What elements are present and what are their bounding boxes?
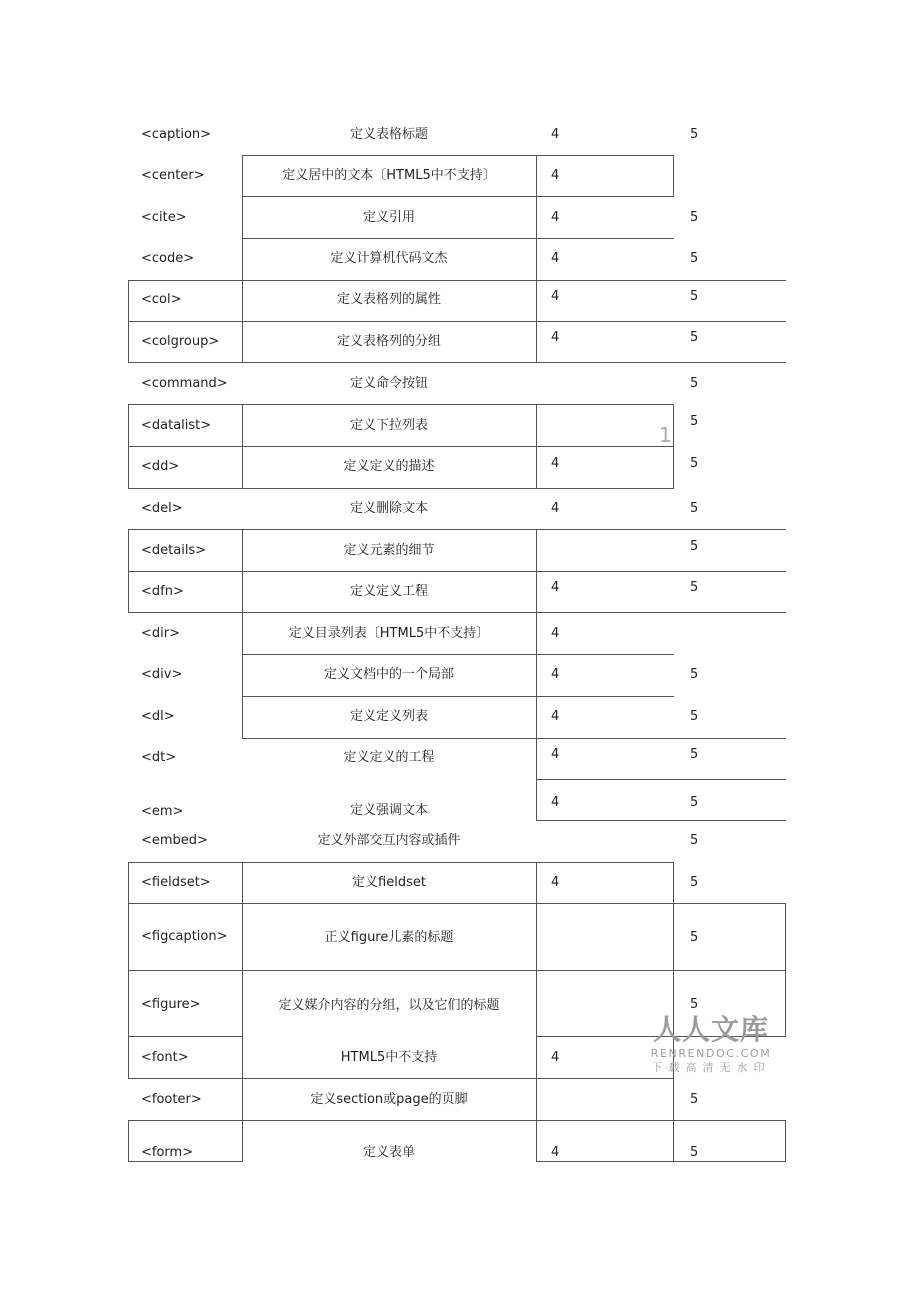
tag-cell: <figure>: [141, 997, 201, 1012]
tag-cell: <embed>: [141, 833, 208, 848]
tag-cell: <command>: [141, 376, 228, 391]
html4-support-cell: 4: [551, 709, 560, 724]
table-rule-vertical: [242, 155, 243, 281]
description-cell: 定义fieldset: [352, 875, 426, 890]
table-rule-horizontal: [536, 820, 786, 821]
tag-cell: <datalist>: [141, 418, 212, 433]
html5-support-cell: 5: [690, 667, 699, 682]
table-rule-horizontal: [128, 903, 786, 904]
table-rule-horizontal: [128, 1078, 674, 1079]
description-cell: 定义section或page的页脚: [310, 1092, 468, 1107]
tag-cell: <fieldset>: [141, 875, 211, 890]
tag-cell: <footer>: [141, 1092, 202, 1107]
table-rule-vertical: [128, 404, 129, 489]
table-rule-horizontal: [128, 446, 674, 447]
tag-cell: <dir>: [141, 626, 180, 641]
table-rule-vertical: [673, 1078, 674, 1162]
html5-support-cell: 5: [690, 1092, 699, 1107]
tag-cell: <div>: [141, 667, 183, 682]
html4-support-cell: 4: [551, 330, 560, 345]
table-rule-vertical: [536, 155, 537, 281]
description-cell: 定义定义的工程: [343, 750, 435, 765]
table-rule-vertical: [536, 529, 537, 613]
tag-cell: <details>: [141, 543, 207, 558]
html5-support-cell: 5: [690, 930, 699, 945]
html4-support-cell: 4: [551, 289, 560, 304]
table-rule-vertical: [536, 612, 537, 821]
html4-support-cell: 4: [551, 210, 560, 225]
description-cell: 定义表格标题: [349, 127, 428, 142]
tag-cell: <center>: [141, 168, 205, 183]
tag-cell: <dfn>: [141, 584, 184, 599]
html5-support-cell: 5: [690, 580, 699, 595]
html4-support-cell: 4: [551, 168, 560, 183]
description-cell: 定义居中的文本〔HTML5中不支持〕: [282, 168, 496, 183]
table-rule-vertical: [242, 280, 243, 363]
description-cell: 正义figure儿素的标题: [324, 930, 454, 945]
table-rule-vertical: [242, 612, 243, 739]
page-number: 1: [659, 423, 672, 447]
table-rule-horizontal: [536, 779, 786, 780]
tag-cell: <dt>: [141, 750, 177, 765]
description-cell: 定义媒介内容的分组，以及它们的标题: [278, 998, 500, 1013]
table-rule-vertical: [128, 1120, 129, 1162]
tag-cell: <dl>: [141, 709, 175, 724]
table-rule-vertical: [128, 862, 129, 1079]
description-cell: 定义定义的描述: [343, 459, 435, 474]
table-rule-horizontal: [128, 612, 786, 613]
table-rule-vertical: [536, 862, 537, 1079]
description-cell: 定义表格列的属性: [336, 292, 441, 307]
tag-cell: <del>: [141, 501, 183, 516]
table-rule-horizontal: [242, 654, 674, 655]
description-cell: 定义目录列表〔HTML5中不支持〕: [288, 626, 490, 641]
html4-support-cell: 4: [551, 667, 560, 682]
description-cell: 定义命令按钮: [349, 376, 428, 391]
html5-support-cell: 5: [690, 501, 699, 516]
html5-support-cell: 5: [690, 210, 699, 225]
html4-support-cell: 4: [551, 626, 560, 641]
tag-cell: <cite>: [141, 210, 187, 225]
watermark-logo: [646, 1015, 776, 1075]
html5-support-cell: 5: [690, 997, 699, 1012]
table-rule-vertical: [242, 529, 243, 613]
table-rule-horizontal: [128, 529, 786, 530]
tag-cell: <figcaption>: [141, 929, 228, 944]
html4-support-cell: 4: [551, 251, 560, 266]
table-rule-horizontal: [128, 280, 786, 281]
table-rule-horizontal: [242, 738, 786, 739]
table-rule-horizontal: [128, 362, 786, 363]
tag-cell: <dd>: [141, 459, 180, 474]
description-cell: 定义元素的细节: [343, 543, 435, 558]
description-cell: 定义计算机代码文杰: [330, 251, 448, 266]
html5-support-cell: 5: [690, 833, 699, 848]
html4-support-cell: 4: [551, 127, 560, 142]
table-rule-vertical: [536, 404, 537, 489]
table-rule-vertical: [128, 529, 129, 613]
table-rule-horizontal: [128, 488, 674, 489]
tag-cell: <caption>: [141, 127, 212, 142]
table-rule-horizontal: [128, 571, 786, 572]
table-rule-horizontal: [242, 196, 674, 197]
table-rule-vertical: [536, 280, 537, 363]
html5-support-cell: 5: [690, 127, 699, 142]
table-rule-horizontal: [242, 238, 674, 239]
html5-support-cell: 5: [690, 289, 699, 304]
table-rule-horizontal: [128, 970, 786, 971]
html5-support-cell: 5: [690, 709, 699, 724]
html5-support-cell: 5: [690, 539, 699, 554]
description-cell: 定义下拉列表: [349, 418, 428, 433]
html4-support-cell: 4: [551, 875, 560, 890]
description-cell: 定义定义列表: [349, 709, 428, 724]
tag-cell: <code>: [141, 251, 195, 266]
description-cell: 定义外部交互内容或插件: [317, 833, 461, 848]
html5-support-cell: 5: [690, 456, 699, 471]
watermark-slogan: 下载高清无水印: [651, 1061, 771, 1074]
html5-support-cell: 5: [690, 1145, 699, 1160]
html5-support-cell: 5: [690, 795, 699, 810]
html5-support-cell: 5: [690, 376, 699, 391]
html5-support-cell: 5: [690, 330, 699, 345]
watermark-site: RENRENDOC.COM: [650, 1047, 772, 1060]
table-rule-vertical: [673, 155, 674, 197]
html5-support-cell: 5: [690, 747, 699, 762]
tag-cell: <em>: [141, 804, 184, 819]
description-cell: HTML5中不支持: [340, 1050, 438, 1065]
html4-support-cell: 4: [551, 501, 560, 516]
description-cell: 定义引用: [362, 210, 415, 225]
tag-cell: <col>: [141, 292, 182, 307]
description-cell: 定义文档中的一个局部: [323, 667, 454, 682]
table-rule-horizontal: [242, 696, 674, 697]
html4-support-cell: 4: [551, 795, 560, 810]
description-cell: 定义强调文本: [349, 803, 428, 818]
html4-support-cell: 4: [551, 580, 560, 595]
table-rule-vertical: [785, 903, 786, 1037]
html4-support-cell: 4: [551, 1050, 560, 1065]
description-cell: 定义定义工程: [349, 584, 428, 599]
table-rule-vertical: [536, 1078, 537, 1162]
table-rule-horizontal: [128, 1161, 243, 1162]
tag-cell: <form>: [141, 1145, 194, 1160]
table-rule-horizontal: [536, 1161, 786, 1162]
description-cell: 定义表单: [362, 1145, 415, 1160]
table-rule-vertical: [128, 280, 129, 363]
table-rule-horizontal: [242, 155, 674, 156]
html5-support-cell: 5: [690, 875, 699, 890]
watermark-brand: 人人文库: [652, 1013, 769, 1046]
table-rule-vertical: [785, 1120, 786, 1162]
table-rule-horizontal: [128, 1120, 786, 1121]
table-rule-vertical: [242, 1078, 243, 1162]
html5-support-cell: 5: [690, 251, 699, 266]
tag-cell: <font>: [141, 1050, 189, 1065]
description-cell: 定义删除文本: [349, 501, 428, 516]
table-rule-vertical: [673, 404, 674, 489]
table-rule-horizontal: [128, 404, 674, 405]
table-rule-vertical: [242, 862, 243, 1079]
html4-support-cell: 4: [551, 456, 560, 471]
description-cell: 定义表格列的分组: [336, 334, 441, 349]
table-rule-vertical: [242, 404, 243, 489]
table-rule-horizontal: [128, 321, 786, 322]
table-rule-horizontal: [128, 862, 674, 863]
html5-support-cell: 5: [690, 414, 699, 429]
tag-cell: <colgroup>: [141, 334, 220, 349]
table-rule-horizontal: [128, 1036, 243, 1037]
html4-support-cell: 4: [551, 1145, 560, 1160]
html4-support-cell: 4: [551, 747, 560, 762]
